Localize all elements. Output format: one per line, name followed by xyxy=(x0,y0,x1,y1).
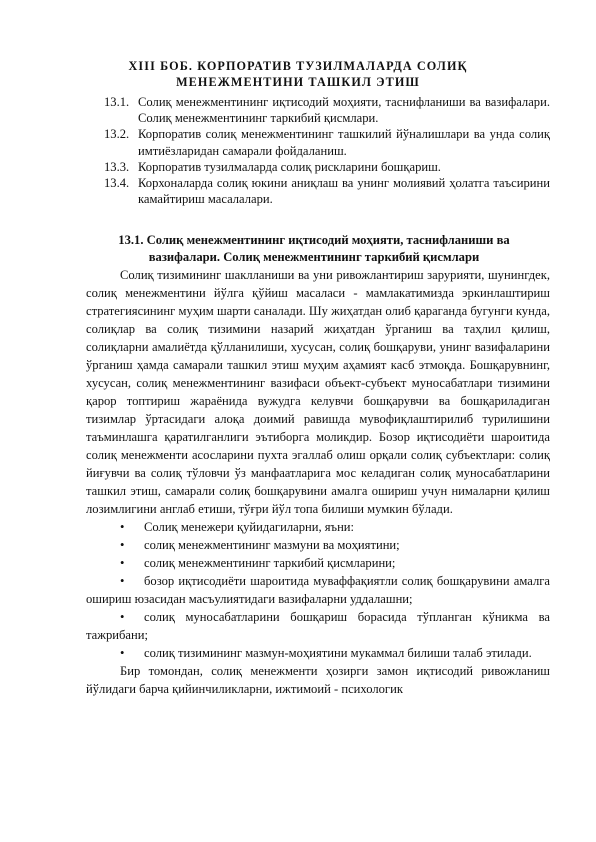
chapter-title-line-1: XIII БОБ. КОРПОРАТИВ ТУЗИЛМАЛАРДА СОЛИҚ xyxy=(128,59,468,73)
outline-item xyxy=(104,126,550,158)
outline-item-number: 13.1. xyxy=(104,95,130,109)
chapter-title xyxy=(80,58,516,90)
paragraph: Солиқ тизимининг шаклланиши ва уни ривожлантириш зарурияти, шунингдек, солиқ менежментини йўлга қўйиш масаласи - мамлакатимизда эркинлаштириш стратегиясининг муҳим шарти саналади. Шу жиҳатдан олиб қараганда бугунги кунда, солиқлар ва солиқ тизимини назарий жиҳатдан ўрганиш ва таҳлил қилиш, солиқларни амалиётда қўлланилиши, хусусан, солиқ бошқаруви, унинг вазифаларини ўрганиш ҳамда самарали ташкил этиш муҳим аҳамият касб этмоқда. Бошқарувнинг, хусусан, солиқ менежментининг вазифаси объект-субъект муносабатлари тизимини қарор топтириш жараёнида вужудга келувчи бошқарувчи ва бошқариладиган тизимлар ўртасидаги алоқа доимий равишда мувофиқлаштирилиб турилишини таъминлашга қаратилганлиги эътиборга моликдир. Бозор иқтисодиёти шароитида солиқ менежменти асосларини пухта эгаллаб олиш орқали солиқ субъектлари: солиқ йиғувчи ва солиқ тўловчи ўз манфаатларига мос келадиган солиқ муносабатларини ташкил этиш, самарали солиқ бошқарувини амалга ошириш учун нималарни қилиш лозимлигини англаб етиши, тўғри йўл топа билиши мумкин бўлади. xyxy=(86,268,550,516)
bullet-item xyxy=(86,554,550,572)
bullet-mark: • xyxy=(120,610,125,624)
bullet-text: Солиқ менежери қуйидагиларни, яъни: xyxy=(144,520,355,534)
outline-item xyxy=(104,175,550,207)
section-heading-line-2: вазифалари. Солиқ менежментининг таркибий қисмлари xyxy=(148,249,480,264)
bullet-text: солиқ менежментининг таркибий қисмларини; xyxy=(144,556,396,570)
outline-item-number: 13.3. xyxy=(104,159,130,174)
outline-item-number: 13.2. xyxy=(104,127,130,142)
bullet-mark: • xyxy=(120,646,125,660)
section-heading xyxy=(84,232,544,265)
body-text xyxy=(86,266,550,698)
bullet-mark: • xyxy=(120,556,125,570)
section-heading-line-1: 13.1. Солиқ менежментининг иқтисодий моҳияти, таснифланиши ва xyxy=(118,233,510,247)
bullet-mark: • xyxy=(120,574,125,588)
bullet-item xyxy=(86,518,550,536)
bullet-text: солиқ тизимининг мазмун-моҳиятини мукаммал билиши талаб этилади. xyxy=(144,646,532,660)
outline-item-text: Корхоналарда солиқ юкини аниқлаш ва унинг молиявий ҳолатга таъсирини камайтириш масалалари. xyxy=(138,176,550,207)
outline-item xyxy=(104,159,550,175)
outline-item-text: Солиқ менежментининг иқтисодий моҳияти, таснифланиши ва вазифалари. Солиқ менежментининг таркибий қисмлари. xyxy=(138,95,550,126)
bullet-mark: • xyxy=(120,538,125,552)
outline-item-number: 13.4. xyxy=(104,176,130,191)
outline-item xyxy=(104,94,550,126)
bullet-item xyxy=(86,572,550,608)
bullet-text: бозор иқтисодиёти шароитида муваффақиятли солиқ бошқарувини амалга ошириш юзасидан масъулиятидаги вазифаларни уддалашни; xyxy=(86,574,550,606)
bullet-item xyxy=(86,536,550,554)
chapter-title-line-2: МЕНЕЖМЕНТИНИ ТАШКИЛ ЭТИШ xyxy=(176,75,420,89)
bullet-mark: • xyxy=(120,520,125,534)
outline-item-text: Корпоратив тузилмаларда солиқ рискларини бошқариш. xyxy=(138,159,441,174)
bullet-text: солиқ менежментининг мазмуни ва моҳиятини; xyxy=(144,538,400,552)
paragraph: Бир томондан, солиқ менежменти ҳозирги замон иқтисодий ривожланиш йўлидаги барча қийинчиликларни, ижтимоий - психологик xyxy=(86,664,550,696)
chapter-outline xyxy=(104,94,550,207)
bullet-item xyxy=(86,608,550,644)
outline-item-text: Корпоратив солиқ менежментининг ташкилий йўналишлари ва унда солиқ имтиёзларидан самарали фойдаланиш. xyxy=(138,127,550,158)
bullet-text: солиқ муносабатларини бошқариш борасида тўпланган кўникма ва тажрибани; xyxy=(86,610,550,642)
bullet-item xyxy=(86,644,550,662)
